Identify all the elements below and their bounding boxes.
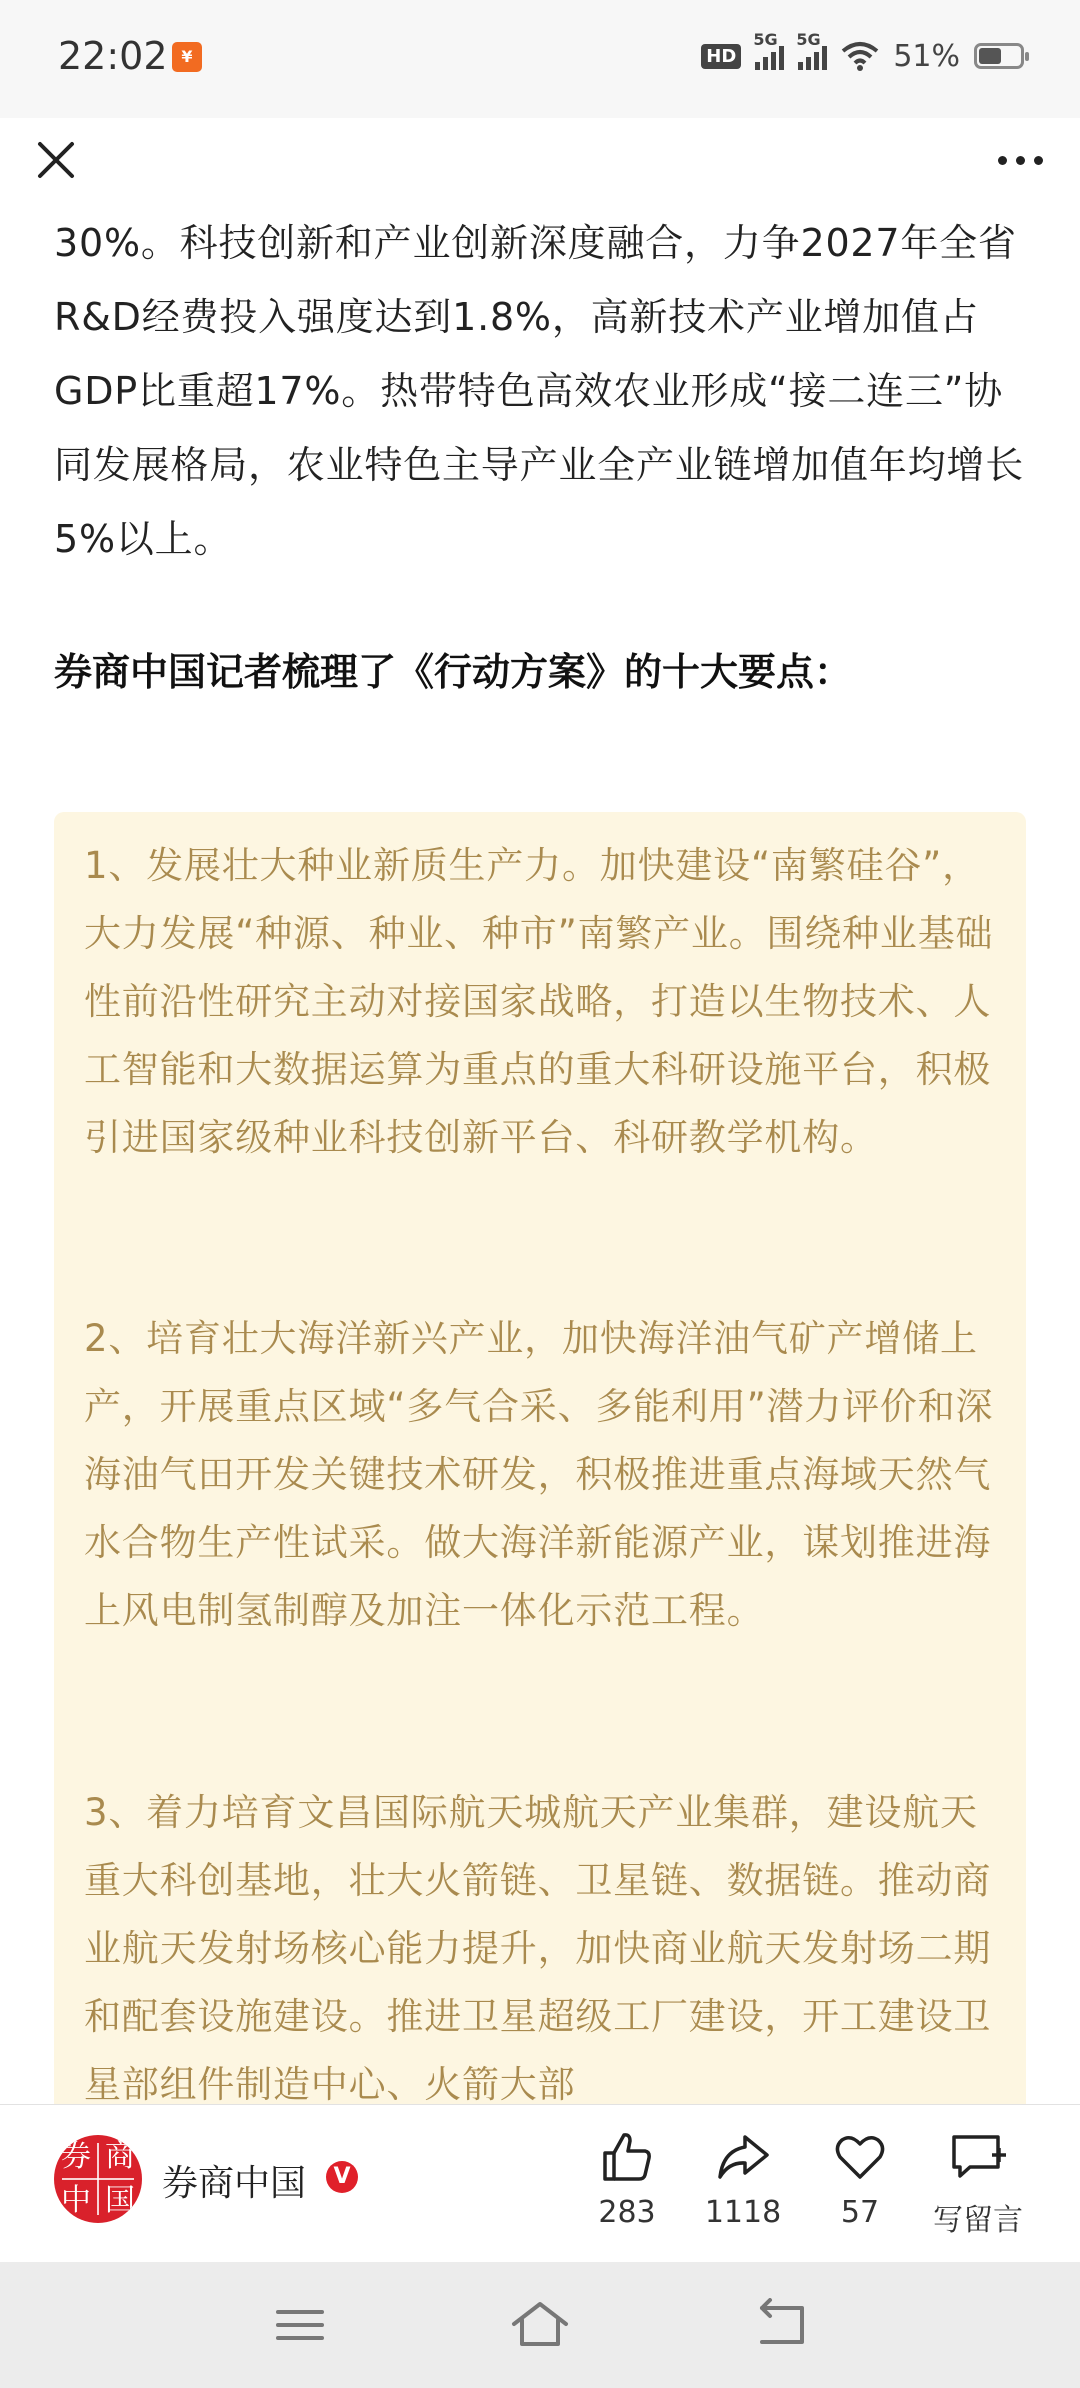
signal-icon-2: 5G	[798, 42, 827, 70]
article-paragraph	[54, 206, 1029, 576]
share-button[interactable]	[688, 2129, 798, 2239]
battery-percent: 51%	[893, 38, 960, 74]
comment-label: 写留言	[933, 2203, 1023, 2238]
battery-icon	[974, 43, 1024, 69]
like-count: 283	[598, 2195, 656, 2230]
favorite-button[interactable]	[805, 2129, 915, 2239]
key-point-1: 1、发展壮大种业新质生产力。加快建设“南繁硅谷”，大力发展“种源、种业、种市”南繁产业。围绕种业基础性前沿性研究主动对接国家战略，打造以生物技术、人工智能和大数据运算为重点的重大科研设施平台，积极引进国家级种业科技创新平台、科研教学机构。	[84, 844, 994, 1159]
wifi-icon	[841, 41, 879, 71]
intro-text: 30%。科技创新和产业创新深度融合，力争2027年全省R&D经费投入强度达到1.8%，高新技术产业增加值占GDP比重超17%。热带特色高效农业形成“接二连三”协同发展格局，农业特色主导产业全产业链增加值年均增长5%以上。	[54, 221, 1025, 561]
more-icon[interactable]	[990, 140, 1050, 180]
share-count: 1118	[704, 2195, 782, 2230]
close-icon[interactable]	[30, 134, 82, 186]
favorite-count: 57	[840, 2195, 880, 2230]
write-comment-button[interactable]	[920, 2129, 1036, 2239]
heart-icon	[832, 2129, 888, 2185]
system-nav-bar	[0, 2262, 1080, 2388]
bottom-action-bar	[0, 2104, 1080, 2263]
home-icon[interactable]	[510, 2298, 570, 2352]
share-icon	[715, 2129, 771, 2185]
author-avatar[interactable]: 券 商 中 国	[54, 2135, 142, 2223]
status-time: 22:02	[58, 34, 168, 78]
verified-badge-icon: V	[326, 2161, 358, 2193]
key-points-box	[54, 812, 1026, 2104]
signal-icon: 5G	[755, 42, 784, 70]
status-bar	[0, 0, 1080, 118]
comment-add-icon	[948, 2129, 1008, 2185]
app-notification-icon: ¥	[172, 42, 202, 72]
key-point-3: 3、着力培育文昌国际航天城航天产业集群，建设航天重大科创基地，壮大火箭链、卫星链、数据链。推动商业航天发射场核心能力提升，加快商业航天发射场二期和配套设施建设。推进卫星超级工厂建设，开工建设卫星部组件制造中心、火箭大部	[84, 1791, 992, 2104]
key-point-2: 2、培育壮大海洋新兴产业，加快海洋油气矿产增储上产，开展重点区域“多气合采、多能利用”潜力评价和深海油气田开发关键技术研发，积极推进重点海域天然气水合物生产性试采。做大海洋新能源产业，谋划推进海上风电制氢制醇及加注一体化示范工程。	[84, 1317, 994, 1632]
thumbs-up-icon	[599, 2129, 655, 2185]
author-name[interactable]: 券商中国	[162, 2163, 307, 2204]
menu-icon[interactable]	[270, 2298, 330, 2352]
back-icon[interactable]	[752, 2298, 812, 2352]
section-lead: 券商中国记者梳理了《行动方案》的十大要点：	[54, 650, 853, 694]
article-content[interactable]	[0, 206, 1080, 2104]
top-nav	[0, 118, 1080, 207]
like-button[interactable]	[572, 2129, 682, 2239]
status-indicators	[701, 30, 1024, 76]
hd-icon: HD	[701, 44, 741, 69]
